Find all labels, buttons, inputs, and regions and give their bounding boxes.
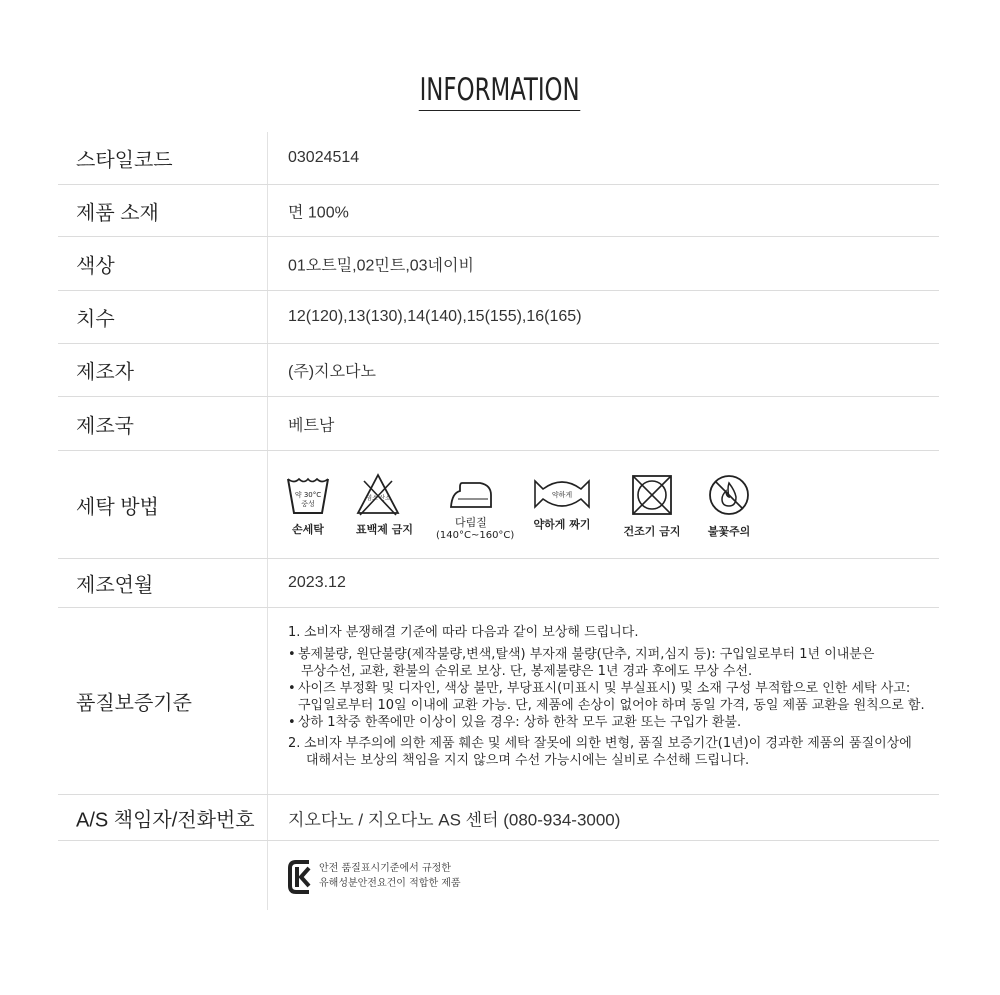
para-text-cont: 대해서는 보상의 책임을 지지 않으며 수선 가능시에는 실비로 수선해 드립니다. — [306, 753, 750, 768]
bullet-dot: • — [288, 681, 296, 696]
bullet-text-cont: 무상수선, 교환, 환불의 순위로 보상. 단, 봉제불량은 1년 경과 후에도 무상 수선. — [301, 664, 753, 679]
info-row-quality — [58, 608, 939, 795]
row-label: 치수 — [76, 308, 115, 331]
info-row-kc — [58, 841, 939, 911]
no-tumble-dry-icon — [630, 473, 674, 517]
flammable-caution-icon — [707, 473, 751, 517]
page-title: INFORMATION — [419, 72, 581, 111]
row-label: 스타일코드 — [76, 149, 173, 172]
iron-icon — [448, 477, 494, 511]
kc-description — [319, 861, 461, 891]
hand-wash-detergent: 중성 — [301, 500, 315, 508]
care-fire-caution — [704, 473, 754, 539]
row-value: 03024514 — [288, 149, 360, 166]
row-value: 2023.12 — [288, 574, 346, 591]
care-label: 표백제 금지 — [356, 523, 413, 536]
row-label: 세탁 방법 — [76, 496, 159, 518]
para-text: 소비자 부주의에 의한 제품 훼손 및 세탁 잘못에 의한 변형, 품질 보증기간(1년)이 경과한 제품의 품질이상에 — [304, 736, 912, 751]
para-text: 소비자 분쟁해결 기준에 따라 다음과 같이 보상해 드립니다. — [304, 625, 639, 640]
page-title-wrap — [0, 72, 1000, 111]
quality-para-2 — [288, 735, 938, 752]
info-row-as-contact — [58, 795, 939, 841]
bullet-text-cont: 구입일로부터 10일 이내에 교환 가능. 단, 제품에 손상이 없어야 하며 동일 가격, 동일 제품 교환을 원칙으로 함. — [298, 698, 925, 713]
bullet-text: 사이즈 부정확 및 디자인, 색상 불만, 부당표시(미표시 및 부실표시) 및 소재 구성 부적합으로 인한 세탁 사고: — [298, 681, 911, 696]
para-number: 1. — [288, 625, 301, 640]
hand-wash-icon — [286, 473, 330, 517]
quality-bullet-2 — [288, 680, 938, 697]
para-number: 2. — [288, 736, 301, 751]
row-label: 색상 — [76, 255, 115, 277]
care-label: 다림질 — [455, 516, 487, 529]
kc-line-2: 유해성분안전요건이 적합한 제품 — [319, 878, 461, 889]
info-row-washing — [58, 451, 939, 559]
kc-mark-icon — [288, 859, 314, 895]
hand-wash-temp: 약 30°C — [294, 491, 322, 499]
care-no-bleach — [356, 473, 413, 537]
quality-para-1 — [288, 624, 938, 641]
bullet-text: 봉제불량, 원단불량(제작불량,변색,탈색) 부자재 불량(단추, 지퍼,심지 등): 구입일로부터 1년 이내분은 — [298, 647, 875, 662]
row-value: 12(120),13(130),14(140),15(155),16(165) — [288, 308, 582, 325]
row-value: 면 100% — [288, 204, 349, 221]
row-label: 제조연월 — [76, 574, 154, 597]
row-value: 베트남 — [288, 417, 335, 434]
row-label: A/S 책임자/전화번호 — [76, 809, 255, 831]
row-value: 01오트밀,02민트,03네이비 — [288, 257, 474, 274]
bullet-dot: • — [288, 715, 296, 730]
row-label: 제품 소재 — [76, 202, 159, 224]
care-label: 불꽃주의 — [707, 525, 751, 538]
quality-text — [288, 624, 938, 769]
info-row-color — [58, 237, 939, 291]
quality-bullet-3 — [288, 714, 938, 731]
care-iron — [436, 477, 515, 541]
care-label: 손세탁 — [292, 523, 324, 536]
quality-bullet-1 — [288, 646, 938, 663]
info-row-style-code — [58, 132, 939, 185]
care-hand-wash — [286, 473, 330, 537]
bullet-dot: • — [288, 647, 296, 662]
care-gentle-wring — [530, 477, 594, 532]
chlorine-text: 염소 — [366, 495, 378, 502]
info-row-manufacture-date — [58, 559, 939, 608]
info-row-material — [58, 185, 939, 237]
gentle-wring-icon — [531, 477, 593, 511]
row-label: 제조자 — [76, 361, 134, 384]
bullet-text: 상하 1착중 한쪽에만 이상이 있을 경우: 상하 한착 모두 교환 또는 구입가 환불. — [298, 715, 742, 730]
kc-line-1: 안전 품질표시기준에서 규정한 — [319, 863, 451, 874]
row-value: (주)지오다노 — [288, 363, 376, 381]
info-row-size — [58, 291, 939, 344]
info-row-manufacturer — [58, 344, 939, 397]
info-row-country — [58, 397, 939, 451]
care-no-dryer — [622, 473, 682, 539]
row-label: 제조국 — [76, 415, 134, 437]
row-value: 지오다노 / 지오다노 AS 센터 (080-934-3000) — [288, 810, 621, 829]
care-label: 건조기 금지 — [623, 525, 681, 538]
care-icons — [286, 471, 786, 551]
wring-inner-text: 약하게 — [551, 491, 573, 499]
care-label: 약하게 짜기 — [533, 518, 591, 531]
care-sublabel: (140°C~160°C) — [436, 530, 515, 541]
no-bleach-icon — [356, 473, 400, 517]
oxygen-text: 산소 — [379, 495, 391, 502]
row-label: 품질보증기준 — [76, 692, 192, 715]
